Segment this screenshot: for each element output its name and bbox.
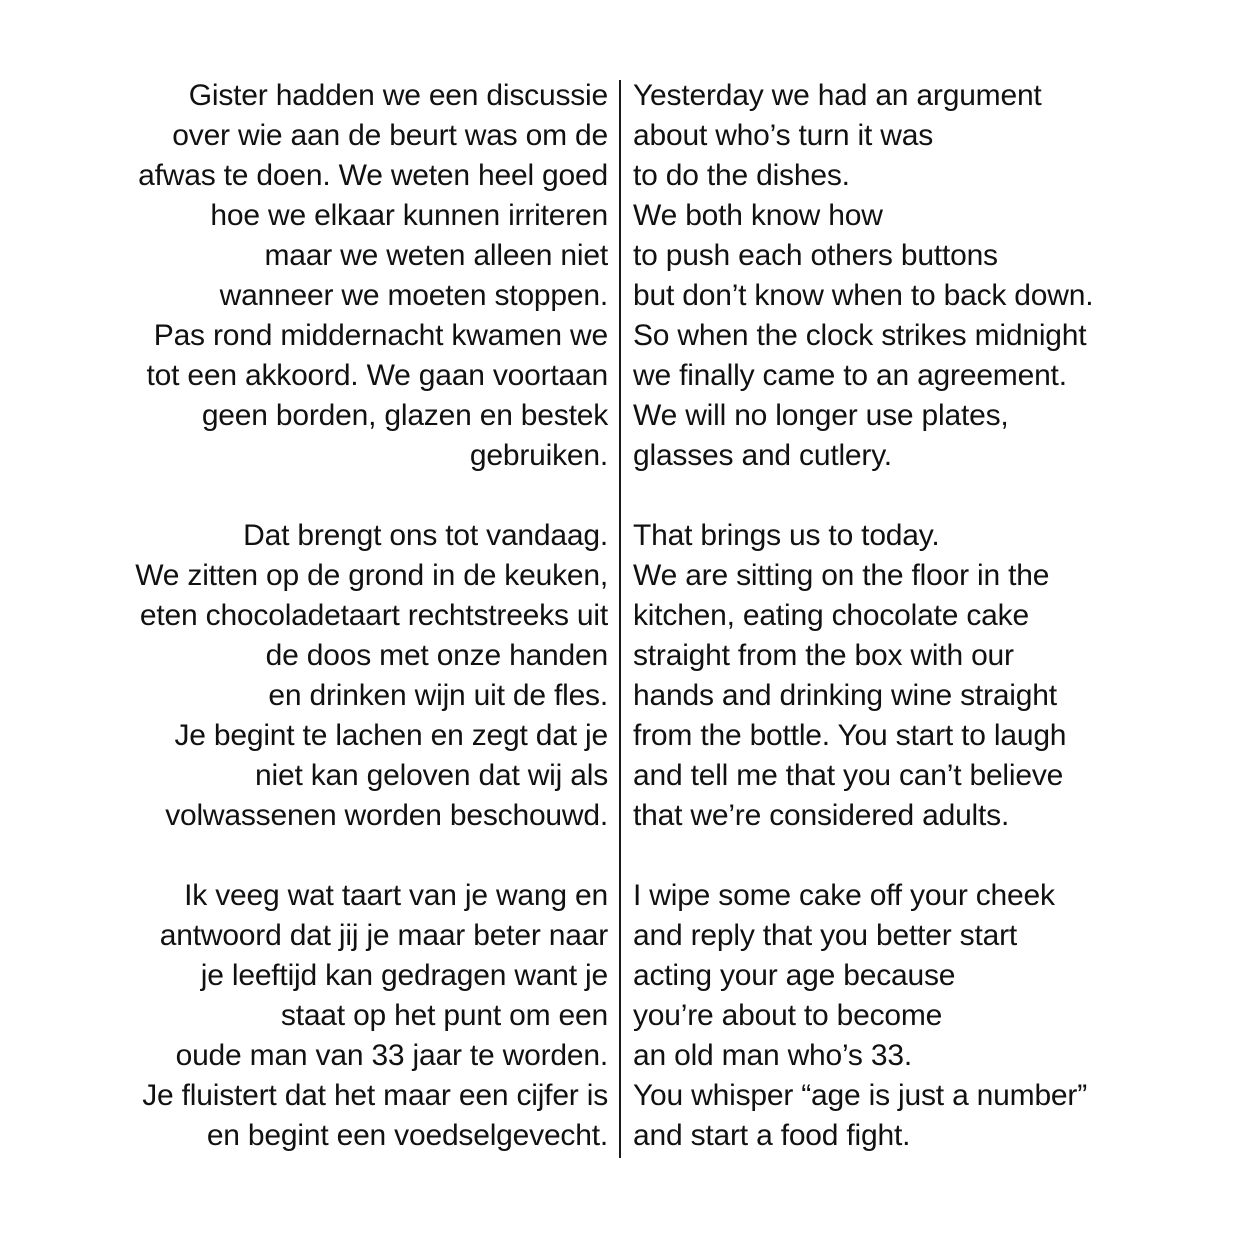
- english-line: but don’t know when to back down.: [633, 279, 1094, 312]
- dutch-line: Je begint te lachen en zegt dat je: [174, 719, 608, 752]
- english-stanza-1: [633, 76, 1233, 476]
- english-line: We will no longer use plates,: [633, 399, 1009, 432]
- dutch-line: niet kan geloven dat wij als: [255, 759, 608, 792]
- dutch-line: Gister hadden we een discussie: [188, 79, 608, 112]
- dutch-line: de doos met onze handen: [265, 639, 608, 672]
- dutch-line: staat op het punt om een: [280, 999, 608, 1032]
- english-line: You whisper “age is just a number”: [633, 1079, 1087, 1112]
- dutch-line: geen borden, glazen en bestek: [201, 399, 608, 432]
- dutch-line: antwoord dat jij je maar beter naar: [159, 919, 608, 952]
- dutch-stanza-1: [8, 76, 608, 476]
- dutch-stanza-2: [8, 516, 608, 836]
- english-line: straight from the box with our: [633, 639, 1014, 672]
- dutch-line: over wie aan de beurt was om de: [172, 119, 608, 152]
- dutch-line: gebruiken.: [469, 439, 608, 472]
- dutch-line: en begint een voedselgevecht.: [206, 1119, 608, 1152]
- english-line: kitchen, eating chocolate cake: [633, 599, 1029, 632]
- dutch-line: je leeftijd kan gedragen want je: [200, 959, 608, 992]
- dutch-line: hoe we elkaar kunnen irriteren: [210, 199, 608, 232]
- english-line: That brings us to today.: [633, 519, 940, 552]
- dutch-stanza-3: [8, 876, 608, 1156]
- column-divider: [619, 80, 621, 1158]
- english-line: about who’s turn it was: [633, 119, 934, 152]
- english-line: and tell me that you can’t believe: [633, 759, 1064, 792]
- english-line: We both know how: [633, 199, 883, 232]
- dutch-line: volwassenen worden beschouwd.: [165, 799, 608, 832]
- english-line: you’re about to become: [633, 999, 943, 1032]
- bilingual-poem: [0, 76, 1240, 1166]
- english-line: So when the clock strikes midnight: [633, 319, 1087, 352]
- dutch-line: Ik veeg wat taart van je wang en: [184, 879, 608, 912]
- english-stanza-2: [633, 516, 1233, 836]
- dutch-line: eten chocoladetaart rechtstreeks uit: [139, 599, 608, 632]
- dutch-line: Dat brengt ons tot vandaag.: [243, 519, 608, 552]
- dutch-line: We zitten op de grond in de keuken,: [135, 559, 608, 592]
- english-line: We are sitting on the floor in the: [633, 559, 1050, 592]
- dutch-line: afwas te doen. We weten heel goed: [138, 159, 608, 192]
- dutch-line: oude man van 33 jaar te worden.: [175, 1039, 608, 1072]
- english-line: hands and drinking wine straight: [633, 679, 1057, 712]
- english-line: glasses and cutlery.: [633, 439, 892, 472]
- english-line: to push each others buttons: [633, 239, 998, 272]
- dutch-line: maar we weten alleen niet: [264, 239, 608, 272]
- english-line: acting your age because: [633, 959, 956, 992]
- english-line: Yesterday we had an argument: [633, 79, 1042, 112]
- dutch-line: tot een akkoord. We gaan voortaan: [146, 359, 608, 392]
- english-column: [633, 76, 1233, 1156]
- dutch-line: wanneer we moeten stoppen.: [219, 279, 608, 312]
- english-stanza-3: [633, 876, 1233, 1156]
- english-line: to do the dishes.: [633, 159, 850, 192]
- dutch-line: en drinken wijn uit de fles.: [268, 679, 608, 712]
- english-line: an old man who’s 33.: [633, 1039, 912, 1072]
- english-line: from the bottle. You start to laugh: [633, 719, 1067, 752]
- english-line: and start a food fight.: [633, 1119, 911, 1152]
- dutch-line: Pas rond middernacht kwamen we: [153, 319, 608, 352]
- english-line: I wipe some cake off your cheek: [633, 879, 1055, 912]
- english-line: we finally came to an agreement.: [633, 359, 1067, 392]
- english-line: that we’re considered adults.: [633, 799, 1010, 832]
- dutch-column: [8, 76, 608, 1156]
- english-line: and reply that you better start: [633, 919, 1018, 952]
- dutch-line: Je fluistert dat het maar een cijfer is: [142, 1079, 608, 1112]
